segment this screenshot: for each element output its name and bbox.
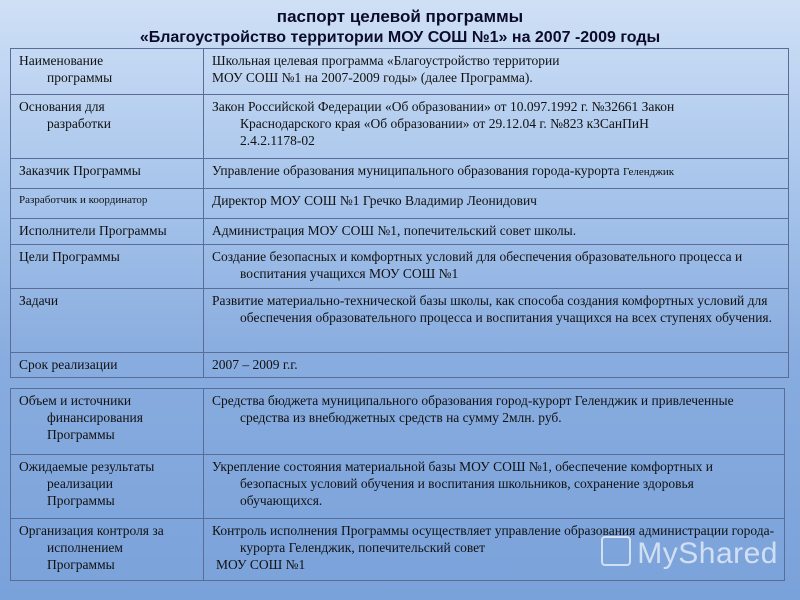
row-key-goals: Цели Программы <box>11 245 204 289</box>
row-key-results <box>11 455 204 519</box>
row-key-customer: Заказчик Программы <box>11 159 204 189</box>
row-value-tasks <box>204 289 789 353</box>
row-value-funding <box>204 389 785 455</box>
title-line-1: паспорт целевой программы <box>276 7 524 26</box>
row-key-text: финансирования <box>47 410 143 425</box>
row-value-text: МОУ СОШ №1 <box>216 557 306 572</box>
row-value-name <box>204 49 789 95</box>
row-value-executors: Администрация МОУ СОШ №1, попечительский совет школы. <box>204 219 789 245</box>
row-key-text: разработки <box>47 116 111 131</box>
row-value-text: Создание безопасных и комфортных условий для обеспечения образовательного процесса и воспитания учащихся МОУ СОШ №1 <box>212 249 743 281</box>
row-value-customer <box>204 159 789 189</box>
table-row <box>11 189 789 219</box>
row-value-text: Средства бюджета муниципального образования город-курорт Геленджик и привлеченные средства из внебюджетных средств на сумму 2млн. руб. <box>212 393 734 425</box>
row-key-text: Организация контроля за <box>19 523 164 538</box>
row-key-text: программы <box>47 70 113 85</box>
page-title <box>0 6 800 48</box>
row-key-text: Программы <box>47 557 115 572</box>
row-key-text: исполнением <box>47 540 123 555</box>
row-value-results <box>204 455 785 519</box>
row-key-basis <box>11 95 204 159</box>
row-key-executors: Исполнители Программы <box>11 219 204 245</box>
row-value-term: 2007 – 2009 г.г. <box>204 353 789 378</box>
row-value-goals <box>204 245 789 289</box>
table-row <box>11 95 789 159</box>
table-row <box>11 219 789 245</box>
row-key-text: Программы <box>47 427 115 442</box>
row-key-developer: Разработчик и координатор <box>11 189 204 219</box>
table-row <box>11 389 785 455</box>
row-value-text: Управление образования муниципального образования города-курорта <box>212 163 620 178</box>
row-key-funding <box>11 389 204 455</box>
row-key-tasks: Задачи <box>11 289 204 353</box>
row-value-text: Геленджик <box>623 166 675 178</box>
row-value-developer: Директор МОУ СОШ №1 Гречко Владимир Леонидович <box>204 189 789 219</box>
table-row <box>11 49 789 95</box>
table-row <box>11 245 789 289</box>
row-value-text: Контроль исполнения Программы осуществляет управление образования администрации города-курорта Геленджик, попечительский совет <box>212 523 775 555</box>
title-line-2: «Благоустройство территории МОУ СОШ №1» на 2007 -2009 годы <box>139 29 661 46</box>
myshared-watermark <box>601 536 778 571</box>
row-key-text: Программы <box>47 493 115 508</box>
table-row <box>11 455 785 519</box>
row-value-text: Развитие материально-технической базы школы, как способа создания комфортных условий для обеспечения образовательного процесса и воспитания учащихся на всех ступенях обучения. <box>212 293 773 325</box>
row-key-name <box>11 49 204 95</box>
passport-table-main <box>10 48 789 378</box>
myshared-logo-icon <box>601 536 631 566</box>
row-key-text: Наименование <box>19 53 104 68</box>
row-value-text: Закон Российской Федерации «Об образовании» от 10.097.1992 г. №32661 Закон <box>212 99 675 114</box>
row-key-text: Объем и источники <box>19 393 132 408</box>
row-key-term: Срок реализации <box>11 353 204 378</box>
row-key-text: Ожидаемые результаты <box>19 459 155 474</box>
watermark-text: MyShared <box>637 537 778 570</box>
table-row <box>11 159 789 189</box>
row-value-text: Школьная целевая программа «Благоустройство территории <box>212 53 560 68</box>
row-key-text: реализации <box>47 476 113 491</box>
row-value-text: 2.4.2.1178-02 <box>240 133 315 148</box>
row-value-text: МОУ СОШ №1 на 2007-2009 годы» (далее Программа). <box>212 70 533 85</box>
table-row <box>11 353 789 378</box>
table-row <box>11 289 789 353</box>
row-value-text: Краснодарского края «Об образовании» от 29.12.04 г. №823 к3СанПиН <box>240 116 649 131</box>
row-key-text: Основания для <box>19 99 105 114</box>
row-value-basis <box>204 95 789 159</box>
row-key-control <box>11 519 204 581</box>
row-value-text: Укрепление состояния материальной базы МОУ СОШ №1, обеспечение комфортных и безопасных условий обучения и воспитания школьников, сохранение здоровья обучающихся. <box>212 459 713 508</box>
